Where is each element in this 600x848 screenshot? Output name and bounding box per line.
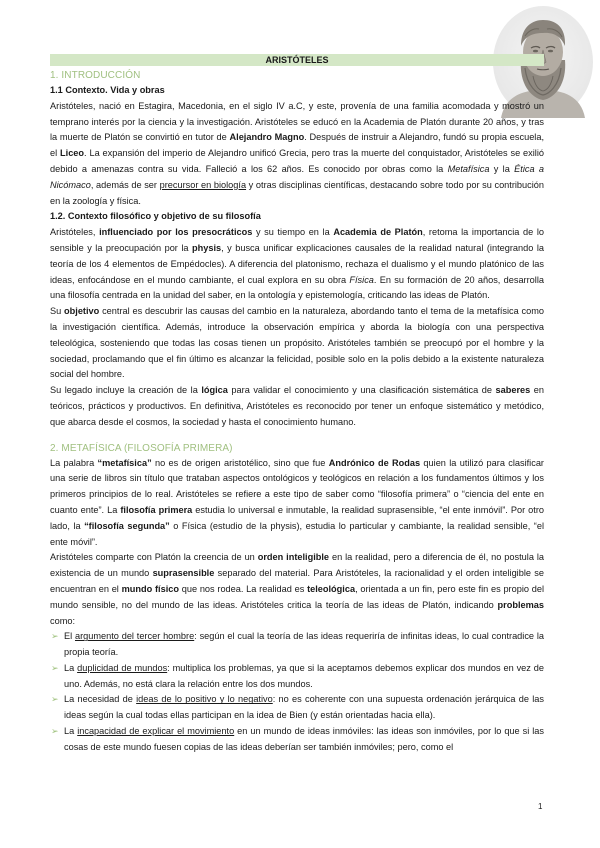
paragraph: Aristóteles, influenciado por los presocráticos y su tiempo en la Academia de Platón, retoma la importancia de lo sensible y la preocupación por la physis, y busca unificar explicaciones causales de la realidad natural (integrando la teoría de los 4 elementos de Empédocles). A diferencia del platonismo, rechaza el dualismo y el mundo platónico de las ideas, enfocándose en el mundo cambiante, el cual explora en su obra Física. En su formación de 20 años, desarrolla una filosofía centrada en la unidad del saber, en la ontología y epistemología, criticando las ideas de Platón. — [50, 227, 544, 301]
arrow-bullet-icon: ➢ — [51, 662, 59, 673]
section-heading-metafisica: 2. METAFÍSICA (FILOSOFÍA PRIMERA) — [50, 442, 233, 454]
document-body — [50, 54, 544, 756]
arrow-bullet-icon: ➢ — [51, 694, 59, 705]
list-item: ➢ La necesidad de ideas de lo positivo y lo negativo: no es coherente con una supuesta ordenación jerárquica de las ideas según la cual todas ellas participan en la idea de Bien (y están orientadas hacia ella). — [51, 694, 544, 721]
list-item: ➢ La duplicidad de mundos: multiplica los problemas, ya que si la aceptamos debemos explicar dos mundos en vez de uno. Además, no está clara la relación entre los dos mundos. — [51, 662, 544, 689]
subsection-heading-contexto-filosofico: 1.2. Contexto filosófico y objetivo de su filosofía — [50, 211, 261, 222]
paragraph: Su legado incluye la creación de la lógica para validar el conocimiento y una clasificación sistemática de saberes en teóricos, prácticos y productivos. En definitiva, Aristóteles es reconocido por tener un enfoque sistemático y metódico, que abarca desde el cosmos, la sociedad y hasta el conocimiento humano. — [50, 385, 544, 427]
arrow-bullet-icon: ➢ — [51, 631, 59, 642]
paragraph: Aristóteles comparte con Platón la creencia de un orden inteligible en la realidad, pero a diferencia de él, no postula la existencia de un mundo suprasensible separado del material. Para Aristóteles, la racionalidad y el orden inteligible se encuentran en el mundo físico que nos rodea. La realidad es teleológica, orientada a un fin, pero este fin es propio del mundo sensible, no del mundo de las ideas. Aristóteles critica la teoría de las ideas de Platón, indicando problemas como: — [50, 552, 545, 626]
subsection-heading-contexto-vida: 1.1 Contexto. Vida y obras — [50, 85, 165, 95]
section-heading-introduccion: 1. INTRODUCCIÓN — [50, 70, 141, 81]
list-item: ➢ El argumento del tercer hombre: según el cual la teoría de las ideas requeriría de infinitas ideas, lo cual contradice la propia teoría. — [51, 631, 544, 658]
arrow-bullet-icon: ➢ — [51, 726, 59, 737]
paragraph: Aristóteles, nació en Estagira, Macedonia, en el siglo IV a.C, y este, provenía de una familia acomodada y mostró un temprano interés por la ciencia y la investigación. Aristóteles se educó en la Academia de Platón durante 20 años, y tras la muerte de Platón se convirtió en tutor de Alejandro Magno. Después de instruir a Alejandro, fundó su propia escuela, el Liceo. La expansión del imperio de Alejandro unificó Grecia, pero tras la muerte del conquistador, Aristóteles se exilió debido a amenazas contra su vida. Falleció a los 62 años. Es conocido por obras como la Metafísica y la Ética a Nicómaco, además de ser precursor en biología y otras disciplinas científicas, destacando sobre todo por su contribución en la zoología y física. — [50, 100, 545, 206]
list-item: ➢ La incapacidad de explicar el movimiento en un mundo de ideas inmóviles: las ideas son inmóviles, por lo que si las cosas de este mundo fuesen copias de las ideas deberían ser también inmóviles; pero, como el — [51, 726, 544, 752]
page-number: 1 — [538, 802, 543, 811]
paragraph: Su objetivo central es descubrir las causas del cambio en la naturaleza, abordando tanto el tema de la metafísica como la investigación científica. Además, introduce la observación empírica y aborda la biología con una perspectiva teleológica, sosteniendo que todas las cosas tienen un propósito. Aristóteles también se preocupó por el hombre y la sociedad, proclamando que el fin último es alcanzar la felicidad, posible solo en la polis debido a la existente naturaleza social del hombre. — [50, 306, 544, 380]
paragraph: La palabra “metafísica” no es de origen aristotélico, sino que fue Andrónico de Rodas quien la utilizó para clasificar una serie de libros sin título que trataban aspectos ontológicos y teológicos en relación a los fundamentos últimos y los primeros principios de lo real. Aristóteles se refiere a este tipo de saber como “filosofía primera” o “ciencia del ente en cuanto ente”. La filosofía primera estudia lo universal e inmutable, la realidad suprasensible, “el ente inmóvil”. Por otro lado, la “filosofía segunda” o Física (estudio de la physis), estudia lo particular y cambiante, la realidad sensible, “el ente móvil”. — [50, 457, 544, 547]
document-title: ARISTÓTELES — [50, 54, 544, 66]
problems-list — [50, 629, 544, 755]
